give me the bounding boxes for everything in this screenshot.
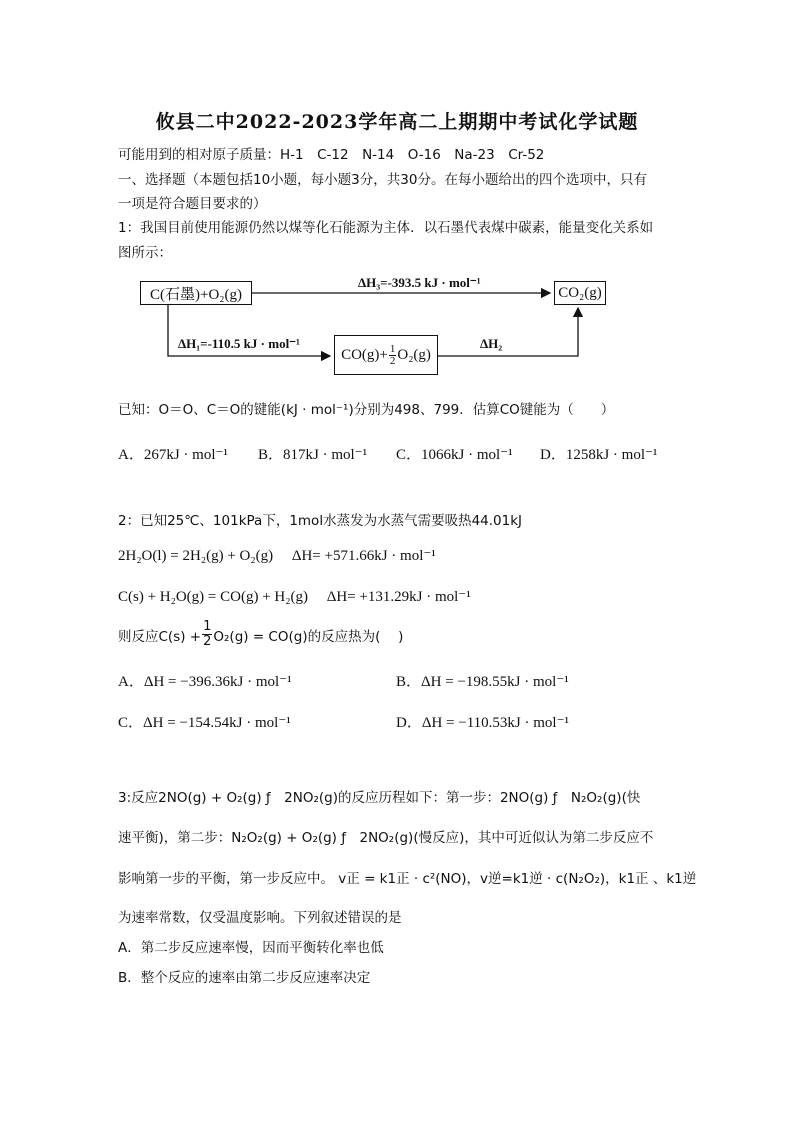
q2-fraction-numerator: 1 xyxy=(203,619,212,634)
box-graphite-oxygen xyxy=(140,281,252,305)
box-o2-label: O₂(g) xyxy=(397,346,431,363)
q3-line-3: 影响第一步的平衡，第一步反应中。 v正 = k1正 · c²(NO)，v逆=k1逆 · c(N₂O₂)，k1正 、k1逆 xyxy=(118,871,697,887)
q3-option-a: A．第二步反应速率慢，因而平衡转化率也低 xyxy=(118,940,384,956)
dh1-label: ΔH₁=-110.5 kJ · mol⁻¹ xyxy=(178,336,300,351)
q2-option-c: C．ΔH = −154.54kJ · mol⁻¹ xyxy=(118,715,291,731)
box-graphite-oxygen-label: C(石墨)+O₂(g) xyxy=(149,286,242,303)
atomic-masses: 可能用到的相对原子质量：H-1 C-12 N-14 O-16 Na-23 Cr-52 xyxy=(118,147,545,163)
box-co-label: CO(g)+ xyxy=(341,346,388,363)
box-co2-label: CO₂(g) xyxy=(558,284,602,301)
q2-stem: 2：已知25℃、101kPa下，1mol水蒸发为水蒸气需要吸热44.01kJ xyxy=(118,513,523,529)
dh2-label: ΔH₂ xyxy=(480,336,503,351)
q1-option-a: A．267kJ · mol⁻¹ xyxy=(118,447,228,463)
q2-equation-2: C(s) + H₂O(g) = CO(g) + H₂(g) ΔH= +131.29kJ · mol⁻¹ xyxy=(118,589,471,605)
q1-option-c: C．1066kJ · mol⁻¹ xyxy=(396,447,513,463)
box-co2 xyxy=(554,281,606,305)
q2-question-right: O₂(g) = CO(g)的反应热为( ) xyxy=(213,628,404,645)
q2-equation-1: 2H₂O(l) = 2H₂(g) + O₂(g) ΔH= +571.66kJ · mol⁻¹ xyxy=(118,548,436,564)
q1-option-b: B．817kJ · mol⁻¹ xyxy=(258,447,368,463)
q2-question-left: 则反应C(s) + xyxy=(118,628,202,645)
q3-line-1: 3:反应2NO(g) + O₂(g) ƒ 2NO₂(g)的反应历程如下：第一步：2NO(g) ƒ N₂O₂(g)(快 xyxy=(118,790,641,806)
energy-diagram xyxy=(140,272,610,382)
page-title: 攸县二中2022-2023学年高二上期期中考试化学试题 xyxy=(155,111,639,133)
q2-option-b: B．ΔH = −198.55kJ · mol⁻¹ xyxy=(396,674,569,690)
q2-question xyxy=(118,620,403,649)
q1-stem-line2: 图所示： xyxy=(118,245,172,261)
q1-known: 已知：O＝O、C＝O的键能(kJ · mol⁻¹)分别为498、799．估算CO键能为（ ） xyxy=(118,402,615,418)
box-half-fraction xyxy=(389,344,397,367)
arrow-co-to-co2 xyxy=(438,308,578,356)
section-intro-line2: 一项是符合题目要求的） xyxy=(118,196,267,212)
q1-stem-line1: 1：我国目前使用能源仍然以煤等化石能源为主体．以石墨代表煤中碳素，能量变化关系如 xyxy=(118,220,654,236)
q2-option-d: D．ΔH = −110.53kJ · mol⁻¹ xyxy=(396,715,570,731)
dh3-label: ΔH₃=-393.5 kJ · mol⁻¹ xyxy=(358,275,481,290)
q2-half-fraction xyxy=(202,620,212,649)
q2-option-a: A．ΔH = −396.36kJ · mol⁻¹ xyxy=(118,674,292,690)
q3-line-4: 为速率常数，仅受温度影响。下列叙述错误的是 xyxy=(118,910,402,926)
section-intro-line1: 一、选择题（本题包括10小题，每小题3分，共30分。在每小题给出的四个选项中，只有 xyxy=(118,172,647,188)
q3-line-2: 速平衡)，第二步：N₂O₂(g) + O₂(g) ƒ 2NO₂(g)(慢反应)，其中可近似认为第二步反应不 xyxy=(118,830,654,846)
q3-option-b: B．整个反应的速率由第二步反应速率决定 xyxy=(118,970,371,986)
q1-option-d: D．1258kJ · mol⁻¹ xyxy=(540,447,658,463)
box-co-half-o2 xyxy=(334,335,438,375)
q2-fraction-denominator: 2 xyxy=(203,634,212,649)
fraction-denominator: 2 xyxy=(389,354,396,367)
fraction-numerator: 1 xyxy=(389,342,396,355)
